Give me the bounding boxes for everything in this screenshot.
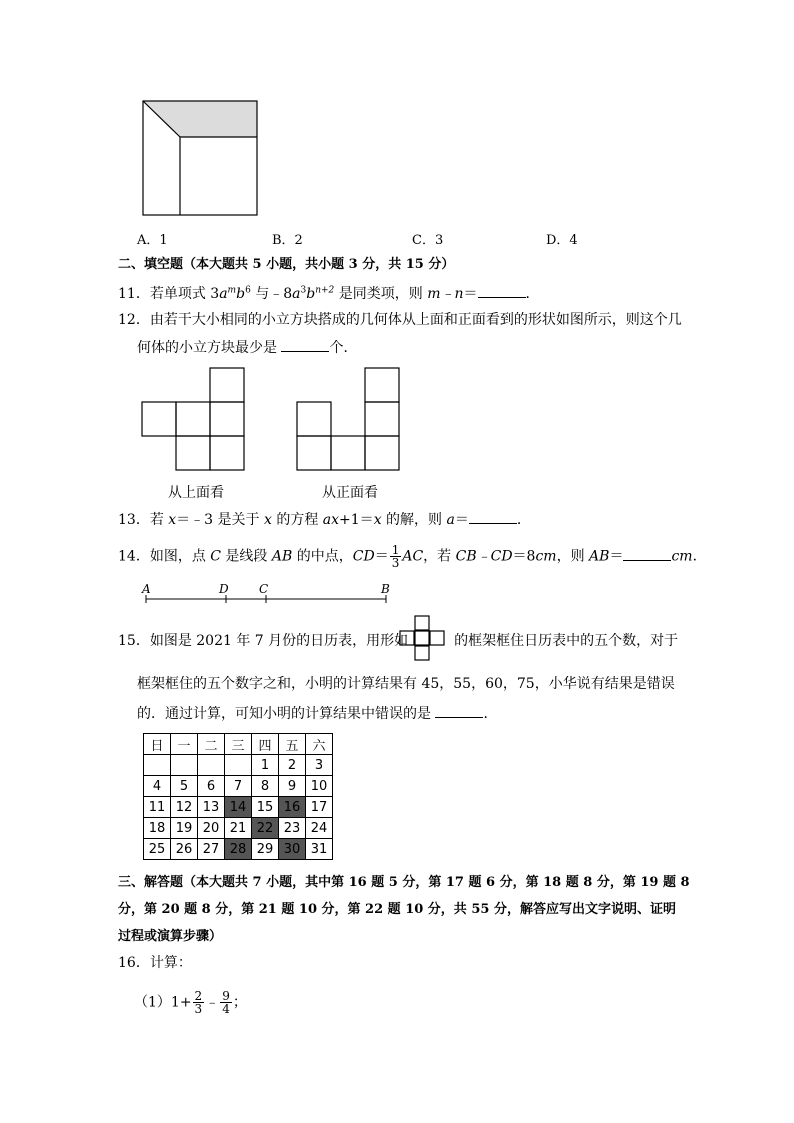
calendar-cell: 15 [252,797,279,818]
caption-front-view: 从正面看 [322,485,378,501]
calendar-cell: 24 [306,818,333,839]
view-from-top-figure [141,367,247,472]
calendar-cell: 7 [225,776,252,797]
calendar-cell: 12 [171,797,198,818]
view-from-front-figure [296,367,402,472]
calendar-cell: 9 [279,776,306,797]
question-15-line2: 框架框住的五个数字之和，小明的计算结果有 45，55，60，75，小华说有结果是错误 [137,676,675,692]
point-label-b: B [381,582,390,596]
section-3-heading-line2: 分，第 20 题 8 分，第 21 题 10 分，第 22 题 10 分，共 55 分，解答应写出文字说明、证明 [118,902,676,917]
calendar-cell: 25 [144,839,171,860]
question-12-line1: 12．由若干大小相同的小立方块搭成的几何体从上面和正面看到的形状如图所示，则这个几 [118,312,682,328]
calendar-cell: 4 [144,776,171,797]
calendar-row [144,755,333,776]
answer-blank[interactable] [478,284,526,298]
point-label-c: C [259,582,269,596]
calendar-cell: 8 [252,776,279,797]
calendar-cell: 21 [225,818,252,839]
fraction-nine-fourths: $\frac{9}{4}$ [222,989,230,1016]
option-c: C．3 [412,233,444,248]
question-16-title: 16．计算： [118,955,192,971]
caption-top-view: 从上面看 [168,485,224,501]
calendar-cell: 31 [306,839,333,860]
calendar-cell: 3 [306,755,333,776]
question-15-line1: 15．如图是 2021 年 7 月份的日历表，用形如 的框架框住日历表中的五个数，对于 [118,633,679,649]
calendar-cell-highlighted: 28 [225,839,252,860]
calendar-cell-highlighted: 16 [279,797,306,818]
option-b: B．2 [272,233,303,248]
calendar-row [144,839,333,860]
calendar-cell-highlighted: 22 [252,818,279,839]
calendar-cell: 20 [198,818,225,839]
weekday-header: 四 [252,734,279,755]
calendar-cell: 6 [198,776,225,797]
calendar-cell-highlighted: 30 [279,839,306,860]
shaded-region [143,101,257,137]
calendar-cell: 11 [144,797,171,818]
calendar-row [144,818,333,839]
weekday-header: 三 [225,734,252,755]
section-3-heading-line3: 过程或演算步骤） [118,929,223,944]
point-label-a: A [142,582,151,596]
calendar-header-row [144,734,333,755]
question-11: 11．若单项式 $3a^mb^6$ 与$﹣8a^3b^{n+2}$ 是同类项，则 m﹣n＝ ． [118,285,540,302]
calendar-cell: 2 [279,755,306,776]
calendar-cell-highlighted: 14 [225,797,252,818]
calendar-cell [225,755,252,776]
question-14: 14．如图，点 C 是线段 AB 的中点，CD＝ $\frac{1}{3}$ AC，若 CB﹣CD＝8cm，则 AB＝ cm． [118,543,707,570]
calendar-cell [171,755,198,776]
fraction-one-third: $\frac{1}{3}$ [391,543,400,570]
answer-blank[interactable] [469,510,517,524]
section-3-heading-line1: 三、解答题（本大题共 7 小题，其中第 16 题 5 分，第 17 题 6 分，第 18 题 8 分，第 19 题 8 [118,875,690,890]
question-13: 13．若 x＝﹣3 是关于 x 的方程 ax+1＝x 的解，则 a＝ ． [118,512,531,528]
cross-frame-icon [399,615,445,661]
weekday-header: 一 [171,734,198,755]
calendar-table [143,733,333,860]
question-15-line3: 的．通过计算，可知小明的计算结果中错误的是 ． [137,706,498,722]
calendar-cell: 13 [198,797,225,818]
calendar-cell: 10 [306,776,333,797]
option-d: D．4 [546,233,578,248]
calendar-row [144,797,333,818]
weekday-header: 五 [279,734,306,755]
section-2-heading: 二、填空题（本大题共 5 小题，共小题 3 分，共 15 分） [118,257,455,272]
calendar-cell: 23 [279,818,306,839]
calendar-cell [198,755,225,776]
weekday-header: 六 [306,734,333,755]
calendar-cell [144,755,171,776]
answer-blank[interactable] [435,704,483,718]
weekday-header: 二 [198,734,225,755]
fraction-two-thirds: $\frac{2}{3}$ [194,989,203,1016]
calendar-cell: 19 [171,818,198,839]
calendar-cell: 5 [171,776,198,797]
q10-figure [140,98,260,218]
weekday-header: 日 [144,734,171,755]
calendar-cell: 18 [144,818,171,839]
calendar-cell: 26 [171,839,198,860]
option-a: A．1 [137,233,168,248]
calendar-row [144,776,333,797]
answer-blank[interactable] [623,547,671,561]
answer-blank[interactable] [281,338,329,352]
point-label-d: D [219,582,229,596]
calendar-cell: 17 [306,797,333,818]
question-16-part1: （1）1+ $\frac{2}{3}$ ﹣ $\frac{9}{4}$ ； [134,989,247,1016]
calendar-cell: 27 [198,839,225,860]
calendar-cell: 1 [252,755,279,776]
question-12-line2: 何体的小立方块最少是 个． [137,340,358,356]
segment-figure [138,580,394,608]
calendar-cell: 29 [252,839,279,860]
